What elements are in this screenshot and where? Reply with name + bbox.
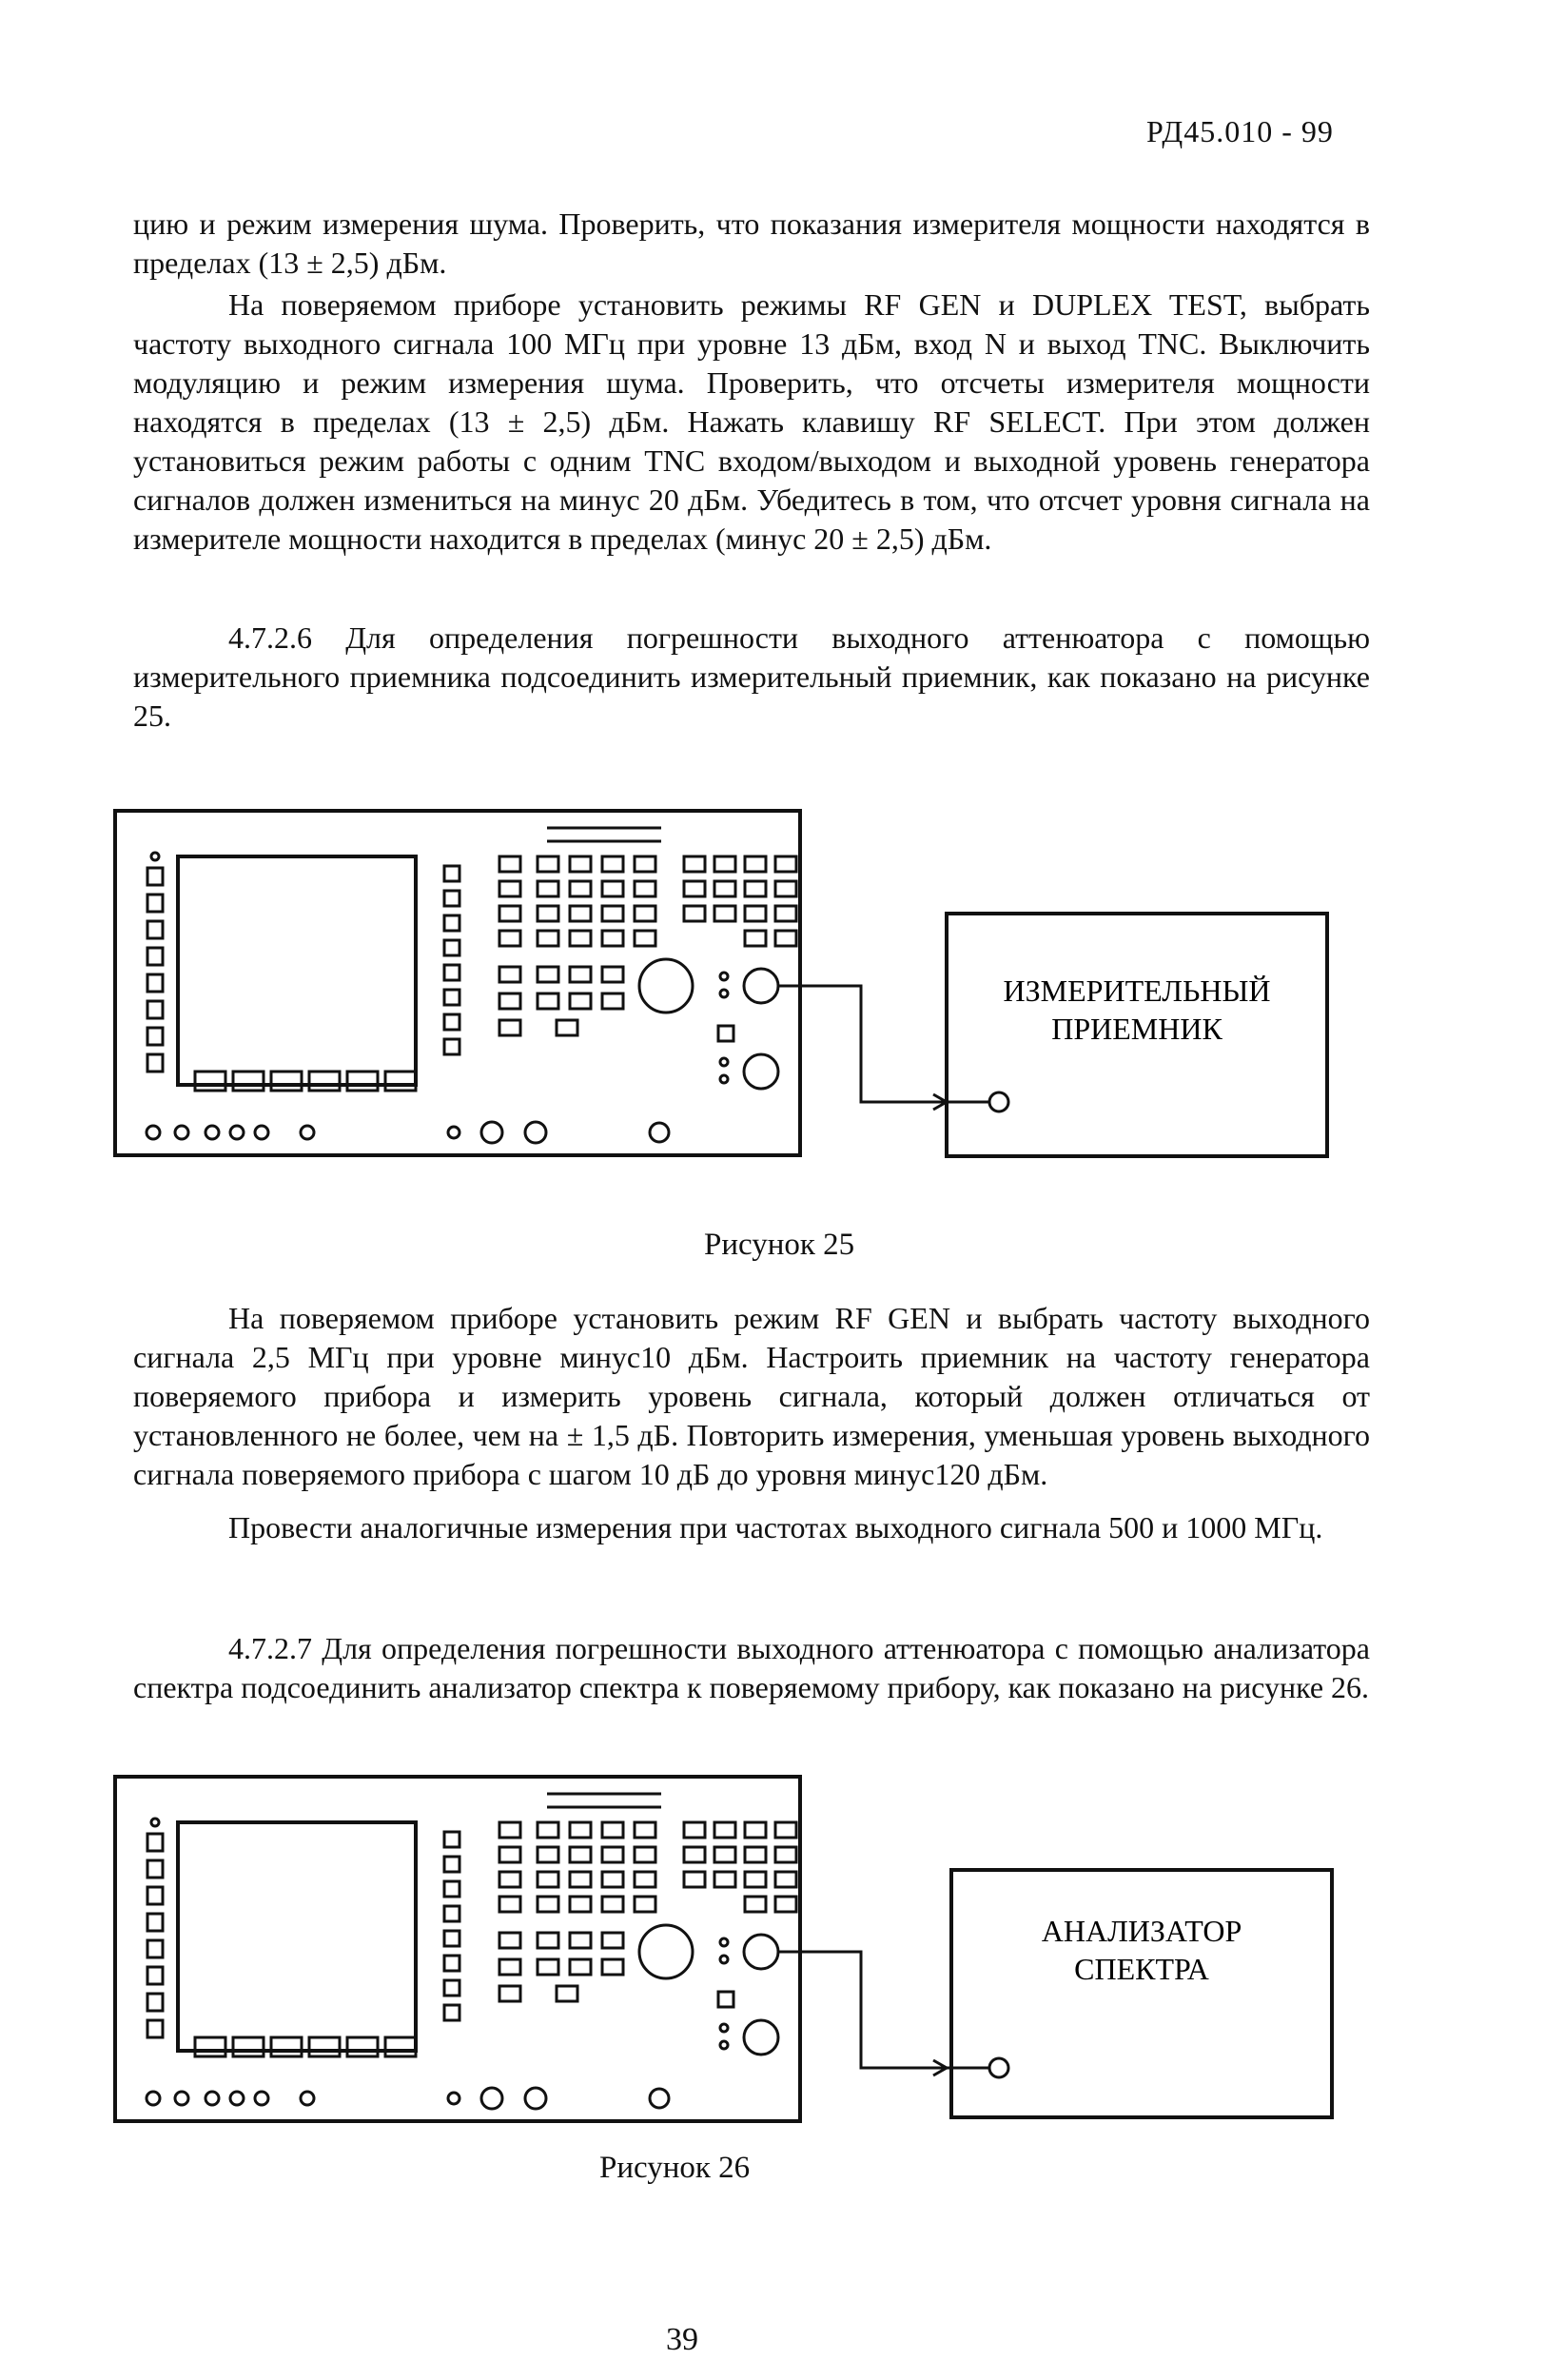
connection-cable <box>778 986 1008 1111</box>
connection-cable <box>778 1952 1008 2077</box>
figure-25-diagram <box>109 799 1337 1170</box>
paragraph-repeat-measurements: Провести аналогичные измерения при частотах выходного сигнала 500 и 1000 МГц. <box>228 1510 1323 1544</box>
paragraph-rf-gen-receiver: На поверяемом приборе установить режим RF GEN и выбрать частоту выходного сигнала 2,5 МГц при уровне минус10 дБм. Настроить приемник на частоту генератора поверяемого прибора и измерить уровень сигнала, который должен отличаться от установленного не более, чем на ± 1,5 дБ. Повторить измерения, уменьшая уровень выходного сигнала поверяемого прибора с шагом 10 дБ до уровня минус120 дБм. <box>133 1301 1370 1491</box>
figure-25-caption: Рисунок 25 <box>704 1228 855 1262</box>
document-code: РД45.010 - 99 <box>1146 114 1334 148</box>
paragraph-noise-check: цию и режим измерения шума. Проверить, что показания измерителя мощности находятся в пределах (13 ± 2,5) дБм. <box>133 207 1370 280</box>
device-under-test <box>115 1777 800 2121</box>
paragraph-duplex-test: На поверяемом приборе установить режимы RF GEN и DUPLEX TEST, выбрать частоту выходного сигнала 100 МГц при уровне 13 дБм, вход N и выход TNC. Выключить модуляцию и режим измерения шума. Проверить, что отсчеты измерителя мощности находятся в пределах (13 ± 2,5) дБм. Нажать клавишу RF SELECT. При этом должен установиться режим работы с одним TNC входом/выходом и выходной уровень генератора сигналов должен измениться на минус 20 дБм. Убедитесь в том, что отсчет уровня сигнала на измерителе мощности находится в пределах (минус 20 ± 2,5) дБм. <box>133 287 1370 556</box>
figure-26-caption: Рисунок 26 <box>599 2151 751 2185</box>
figure-26-diagram <box>109 1765 1337 2136</box>
receiver-label-line2: ПРИЕМНИК <box>1051 1012 1222 1046</box>
analyzer-box <box>951 1870 1332 2117</box>
analyzer-label-line1: АНАЛИЗАТОР <box>1041 1914 1242 1948</box>
paragraph-4-7-2-6: 4.7.2.6 Для определения погрешности выходного аттенюатора с помощью измерительного приемника подсоединить измерительный приемник, как показано на рисунке 25. <box>133 620 1370 733</box>
receiver-label-line1: ИЗМЕРИТЕЛЬНЫЙ <box>1003 974 1271 1008</box>
page-number: 39 <box>666 2322 698 2357</box>
paragraph-4-7-2-7: 4.7.2.7 Для определения погрешности выходного аттенюатора с помощью анализатора спектра подсоединить анализатор спектра к поверяемому прибору, как показано на рисунке 26. <box>133 1631 1370 1704</box>
device-under-test <box>115 811 800 1155</box>
analyzer-label-line2: СПЕКТРА <box>1074 1952 1209 1986</box>
